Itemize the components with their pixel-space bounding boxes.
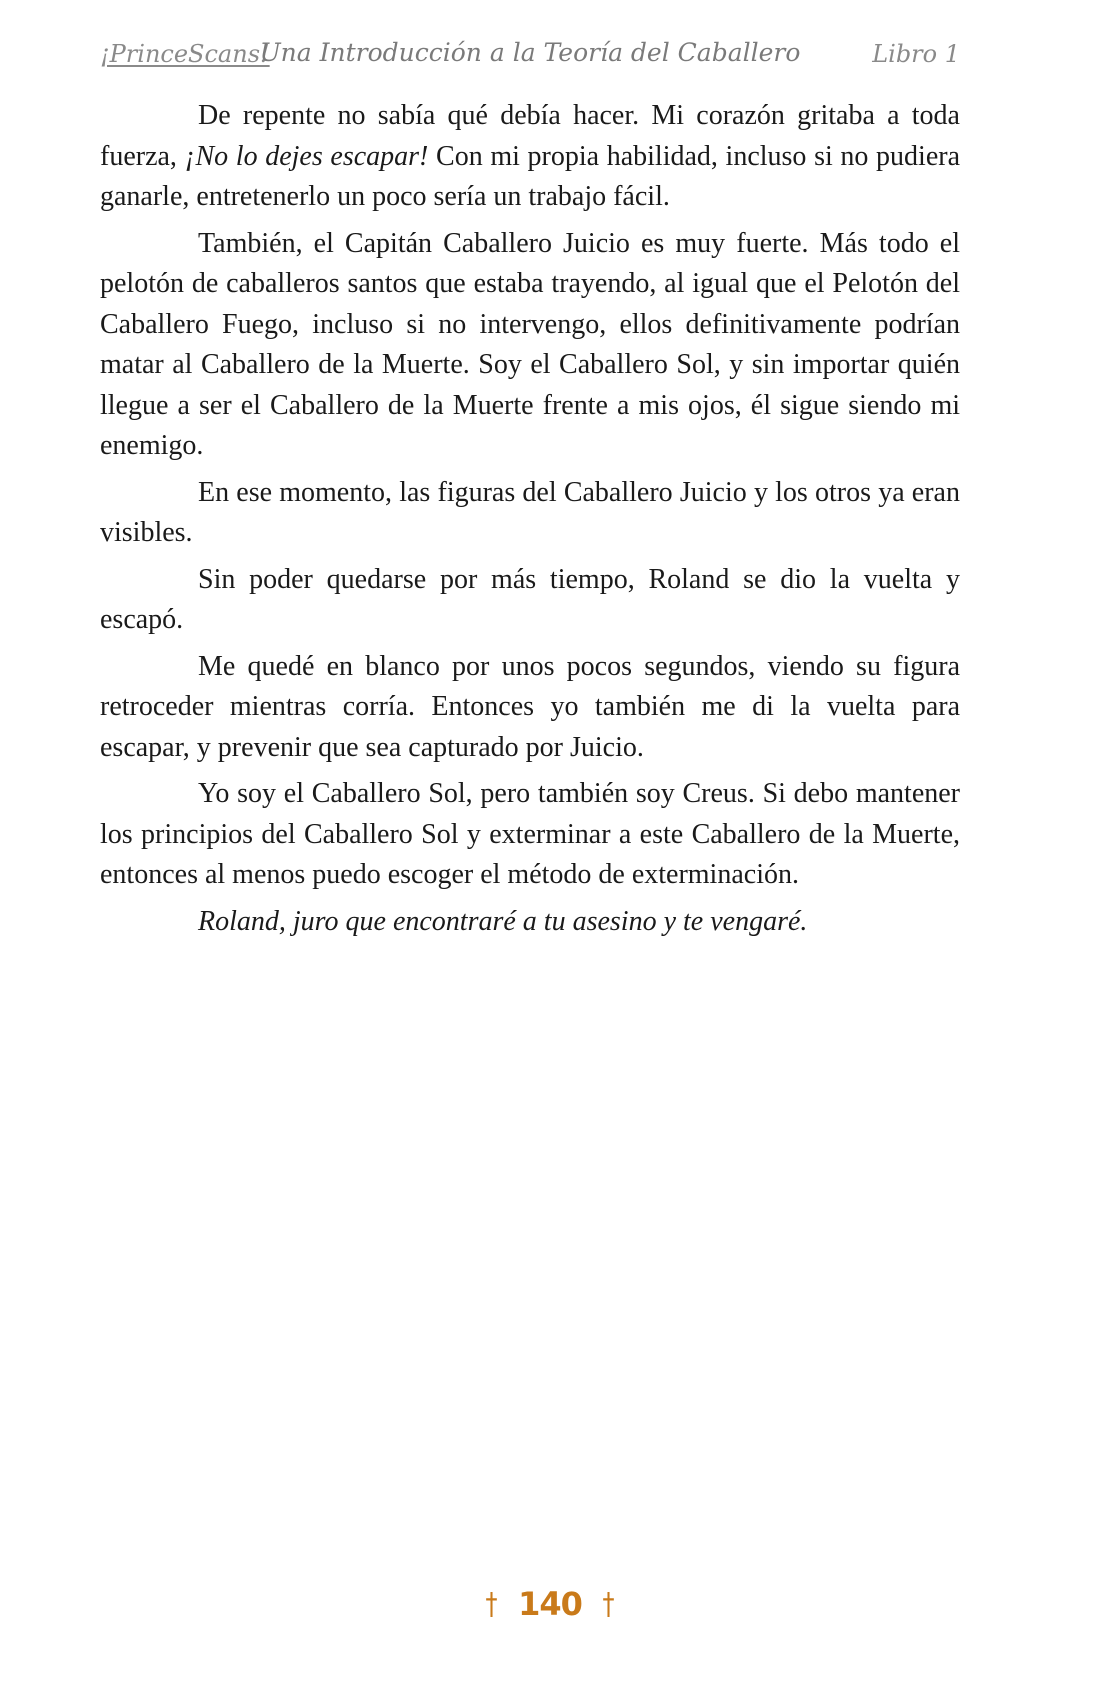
paragraph-4: Sin poder quedarse por más tiempo, Roland se dio la vuelta y escapó. — [100, 563, 960, 635]
paragraph-3: En ese momento, las figuras del Caballero Juicio y los otros ya eran visibles. — [100, 476, 960, 548]
paragraph-1-italic: ¡No lo dejes escapar! — [184, 140, 429, 172]
paragraph-6: Yo soy el Caballero Sol, pero también soy Creus. Si debo mantener los principios del Caballero Sol y exterminar a este Caballero de la Muerte, entonces al menos puedo escoger el método de exterminación. — [100, 778, 960, 890]
dagger-ornament-left-icon: † — [485, 1586, 498, 1622]
page-body — [100, 96, 960, 948]
paragraph-2: También, el Capitán Caballero Juicio es muy fuerte. Más todo el pelotón de caballeros santos que estaba trayendo, al igual que el Pelotón del Caballero Fuego, incluso si no intervengo, ellos definitivamente podrían matar al Caballero de la Muerte. Soy el Caballero Sol, y sin importar quién llegue a ser el Caballero de la Muerte frente a mis ojos, él sigue siendo mi enemigo. — [100, 227, 960, 461]
paragraph-1-text-a: De repente no sabía qué debía hacer. Mi corazón gritaba a toda fuerza, — [100, 100, 960, 172]
running-header — [100, 36, 960, 76]
page-footer — [0, 1585, 1100, 1623]
page-number: 140 — [518, 1585, 582, 1623]
header-book-title: Una Introducción a la Teoría del Caballero — [259, 38, 801, 67]
paragraph-7-italic: Roland, juro que encontraré a tu asesino y te vengaré. — [198, 905, 808, 937]
header-site-name: ¡PrinceScans! — [100, 40, 270, 68]
paragraph-1 — [100, 96, 960, 218]
dagger-ornament-right-icon: † — [602, 1586, 615, 1622]
paragraph-7 — [100, 902, 960, 943]
header-volume: Libro 1 — [872, 40, 960, 68]
paragraph-5: Me quedé en blanco por unos pocos segundos, viendo su figura retroceder mientras corría. Entonces yo también me di la vuelta para escapar, y prevenir que sea capturado por Juicio. — [100, 650, 960, 763]
paragraph-1-text-b: Con mi propia habilidad, incluso si no pudiera ganarle, entretenerlo un poco sería un trabajo fácil. — [100, 140, 960, 212]
